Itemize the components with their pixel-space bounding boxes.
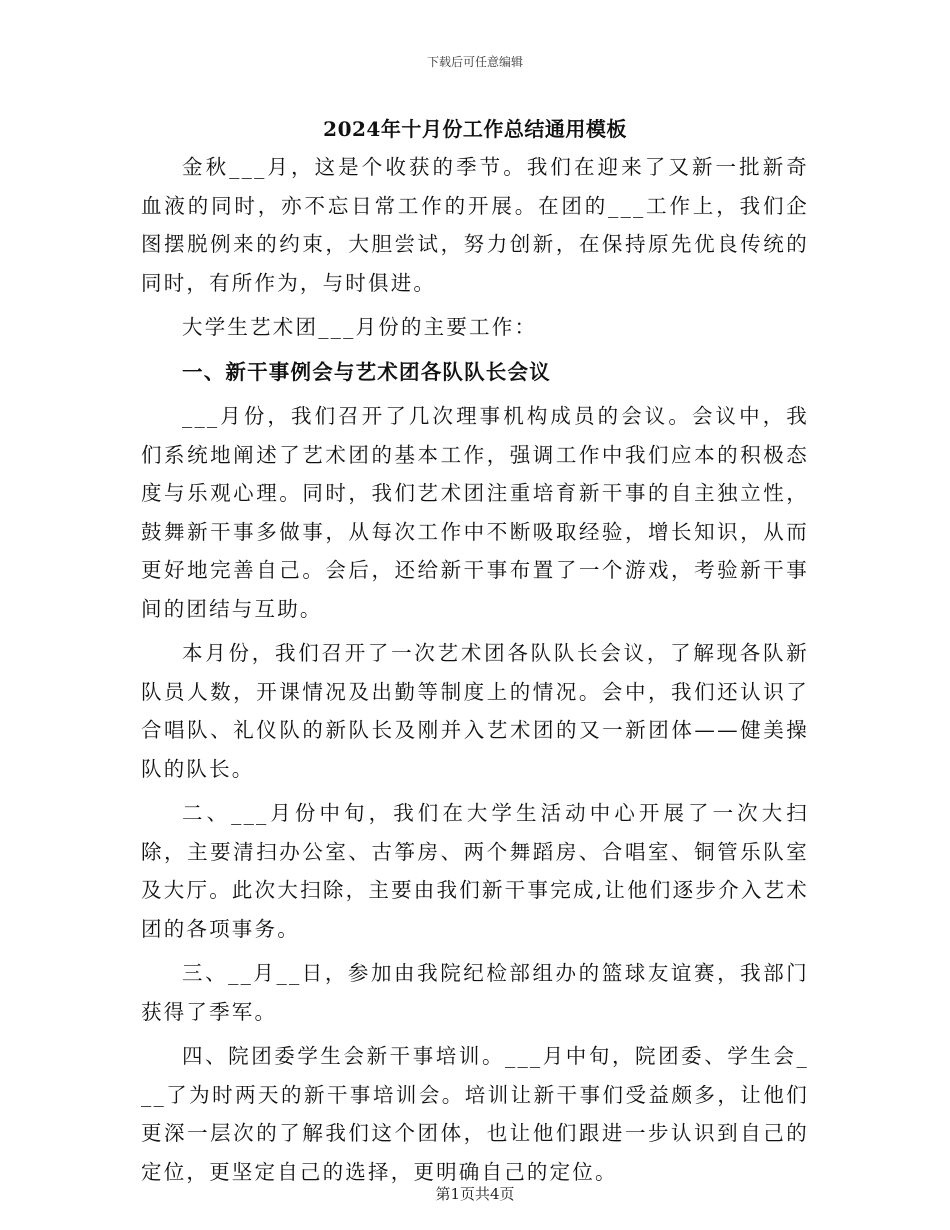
paragraph: 三、__月__日，参加由我院纪检部组办的篮球友谊赛，我部门获得了季军。 — [141, 961, 809, 1024]
paragraph: 金秋___月，这是个收获的季节。我们在迎来了又新一批新奇血液的同时，亦不忘日常工作的开展。在团的___工作上，我们企图摆脱例来的约束，大胆尝试，努力创新，在保持原先优良传统的同时，有所作为，与时俱进。 — [141, 155, 809, 295]
paragraph: 大学生艺术团___月份的主要工作： — [182, 315, 538, 339]
paragraph: 本月份，我们召开了一次艺术团各队队长会议，了解现各队新队员人数，开课情况及出勤等制度上的情况。会中，我们还认识了合唱队、礼仪队的新队长及刚并入艺术团的又一新团体——健美操队的队长。 — [141, 641, 809, 781]
page-footer: 第1页共4页 — [435, 1185, 515, 1203]
document-body — [141, 148, 809, 1197]
document-title: 2024年十月份工作总结通用模板 — [323, 117, 627, 141]
paragraph: 四、院团委学生会新干事培训。___月中旬，院团委、学生会___了为时两天的新干事培训会。培训让新干事们受益颇多，让他们更深一层次的了解我们这个团体，也让他们跟进一步认识到自己的定位，更坚定自己的选择，更明确自己的定位。 — [141, 1044, 809, 1184]
paragraph: 二、___月份中旬，我们在大学生活动中心开展了一次大扫除，主要清扫办公室、古筝房、两个舞蹈房、合唱室、铜管乐队室及大厅。此次大扫除，主要由我们新干事完成,让他们逐步介入艺术团的各项事务。 — [141, 801, 809, 941]
header-note: 下载后可任意编辑 — [426, 55, 523, 69]
section-heading: 一、新干事例会与艺术团各队队长会议 — [182, 359, 551, 384]
paragraph: ___月份，我们召开了几次理事机构成员的会议。会议中，我们系统地阐述了艺术团的基本工作，强调工作中我们应本的积极态度与乐观心理。同时，我们艺术团注重培育新干事的自主独立性，鼓舞新干事多做事，从每次工作中不断吸取经验，增长知识，从而更好地完善自己。会后，还给新干事布置了一个游戏，考验新干事间的团结与互助。 — [141, 404, 809, 621]
